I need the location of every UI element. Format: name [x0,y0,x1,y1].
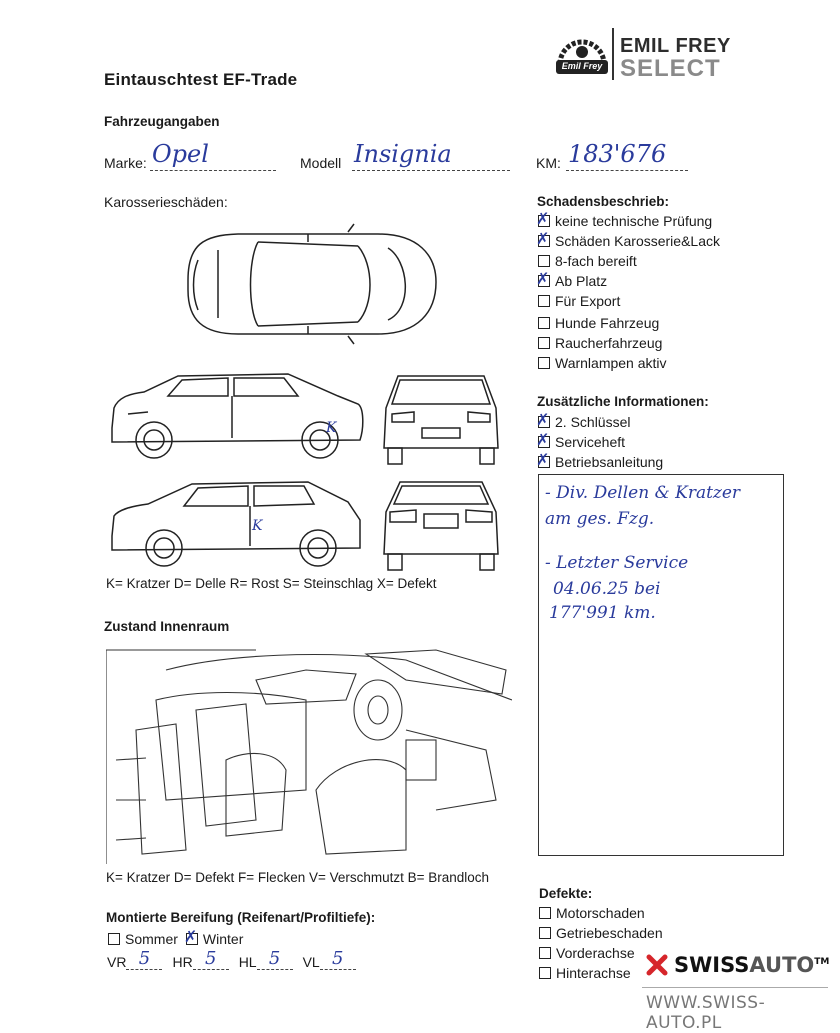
checkbox-warnlampen-aktiv[interactable] [538,353,720,373]
damage-description-title: Schadensbeschrieb: [537,194,670,209]
checkbox-box[interactable] [538,275,550,287]
checkbox-box[interactable] [538,255,550,267]
additional-info-list [538,412,663,472]
checkbox-box[interactable] [539,907,551,919]
km-field[interactable] [566,140,688,171]
tires-title: Montierte Bereifung (Reifenart/Profiltiefe): [106,910,376,925]
checkbox-8-fach-bereift[interactable] [538,251,720,271]
checkbox-raucherfahrzeug[interactable] [538,333,720,353]
interior-section-title: Zustand Innenraum [104,619,230,634]
make-label: Marke: [104,155,147,171]
car-side-view-left [108,476,368,581]
car-side-view-right [108,368,368,473]
checkbox-hunde-fahrzeug[interactable] [538,313,720,333]
damage-mark-k-2: K [252,518,263,534]
checkbox-box[interactable] [539,947,551,959]
logo-line2: SELECT [620,55,721,82]
defects-title: Defekte: [539,886,593,901]
checkbox-box[interactable] [538,215,550,227]
car-front-view [378,368,504,473]
checkbox-label: 2. Schlüssel [555,414,631,430]
logo-divider [612,28,614,80]
checkbox-serviceheft[interactable] [538,432,663,452]
interior-drawing [106,640,512,869]
checkbox-box[interactable] [539,967,551,979]
notes-line-4: 04.06.25 bei [553,579,661,599]
checkbox-label: Hinterachse [556,965,631,981]
checkbox-label: Vorderachse [556,945,635,961]
checkbox-box[interactable] [538,357,550,369]
checkbox-getriebeschaden[interactable] [539,923,663,943]
interior-legend: K= Kratzer D= Defekt F= Flecken V= Verschmutzt B= Brandloch [106,870,490,885]
logo-line1: EMIL FREY [620,35,731,57]
km-value: 183'676 [568,140,667,168]
tire-type-row [108,929,243,949]
checkbox-label: Betriebsanleitung [555,454,664,470]
hr-label: HR [172,954,193,970]
checkbox-box[interactable] [538,416,550,428]
notes-line-1: - Div. Dellen & Kratzer [545,483,741,503]
checkbox-box[interactable] [538,295,550,307]
model-label: Modell [300,155,342,171]
checkbox-box[interactable] [538,436,550,448]
swiss-cross-icon [646,954,668,976]
checkbox-winter[interactable] [186,933,198,945]
additional-info-title: Zusätzliche Informationen: [537,394,709,409]
make-field[interactable] [150,140,276,171]
km-label: KM: [536,155,561,171]
make-value: Opel [152,140,209,168]
brand-auto: AUTO [749,953,815,977]
checkbox-label: 8-fach bereift [555,253,637,269]
defects-list [539,903,663,983]
vehicle-section-title: Fahrzeugangaben [104,114,220,129]
model-value: Insignia [354,140,452,168]
checkbox-fuer-export[interactable] [538,291,720,311]
page-title: Eintauschtest EF-Trade [104,70,298,89]
checkbox-label: Getriebeschaden [556,925,663,941]
checkbox-label: Hunde Fahrzeug [555,315,660,331]
hl-value[interactable]: 5 [257,948,293,970]
checkbox-motorschaden[interactable] [539,903,663,923]
checkbox-label: Warnlampen aktiv [555,355,667,371]
damage-mark-k: K [326,420,337,436]
notes-line-2: am ges. Fzg. [545,509,655,529]
checkbox-sommer[interactable] [108,933,120,945]
body-damage-title: Karosserieschäden: [104,194,228,210]
car-top-view [178,220,438,355]
checkbox-hinterachse[interactable] [539,963,663,983]
checkbox-keine-technische-pruefung[interactable] [538,211,720,231]
checkbox-label: Schäden Karosserie&Lack [555,233,720,249]
checkbox-schaeden-karosserie[interactable] [538,231,720,251]
tire-depth-row [107,948,356,970]
badge-text: Emil Frey [561,61,603,71]
checkbox-box[interactable] [538,317,550,329]
checkbox-label: Serviceheft [555,434,626,450]
emil-frey-badge-logo [552,30,612,80]
damage-description-list [538,211,720,373]
hl-label: HL [238,954,257,970]
watermark-divider [642,987,828,988]
sommer-label: Sommer [125,931,178,947]
checkbox-betriebsanleitung[interactable] [538,452,663,472]
checkbox-box[interactable] [538,337,550,349]
notes-line-5: 177'991 km. [549,603,656,623]
car-rear-view [378,476,504,581]
checkbox-label: Für Export [555,293,621,309]
vl-value[interactable]: 5 [320,948,356,970]
checkbox-label: Motorschaden [556,905,645,921]
notes-box[interactable] [538,474,784,856]
hr-value[interactable]: 5 [193,948,229,970]
checkbox-ab-platz[interactable] [538,271,720,291]
checkbox-box[interactable] [538,456,550,468]
vr-value[interactable]: 5 [126,948,162,970]
checkbox-label: Raucherfahrzeug [555,335,663,351]
checkbox-zweiter-schluessel[interactable] [538,412,663,432]
watermark-url: WWW.SWISS-AUTO.PL [646,993,766,1033]
brand-swiss: SWISS [674,953,750,977]
notes-line-3: - Letzter Service [545,553,689,573]
winter-label: Winter [202,931,244,947]
checkbox-label: Ab Platz [555,273,608,289]
checkbox-label: keine technische Prüfung [555,213,713,229]
watermark-brand [674,953,829,977]
brand-tm: TM [814,957,830,967]
checkbox-vorderachse[interactable] [539,943,663,963]
vl-label: VL [302,954,320,970]
body-damage-legend: K= Kratzer D= Delle R= Rost S= Steinschlag X= Defekt [106,576,437,591]
checkbox-box[interactable] [539,927,551,939]
model-field[interactable] [352,140,510,171]
vr-label: VR [107,954,127,970]
checkbox-box[interactable] [538,235,550,247]
